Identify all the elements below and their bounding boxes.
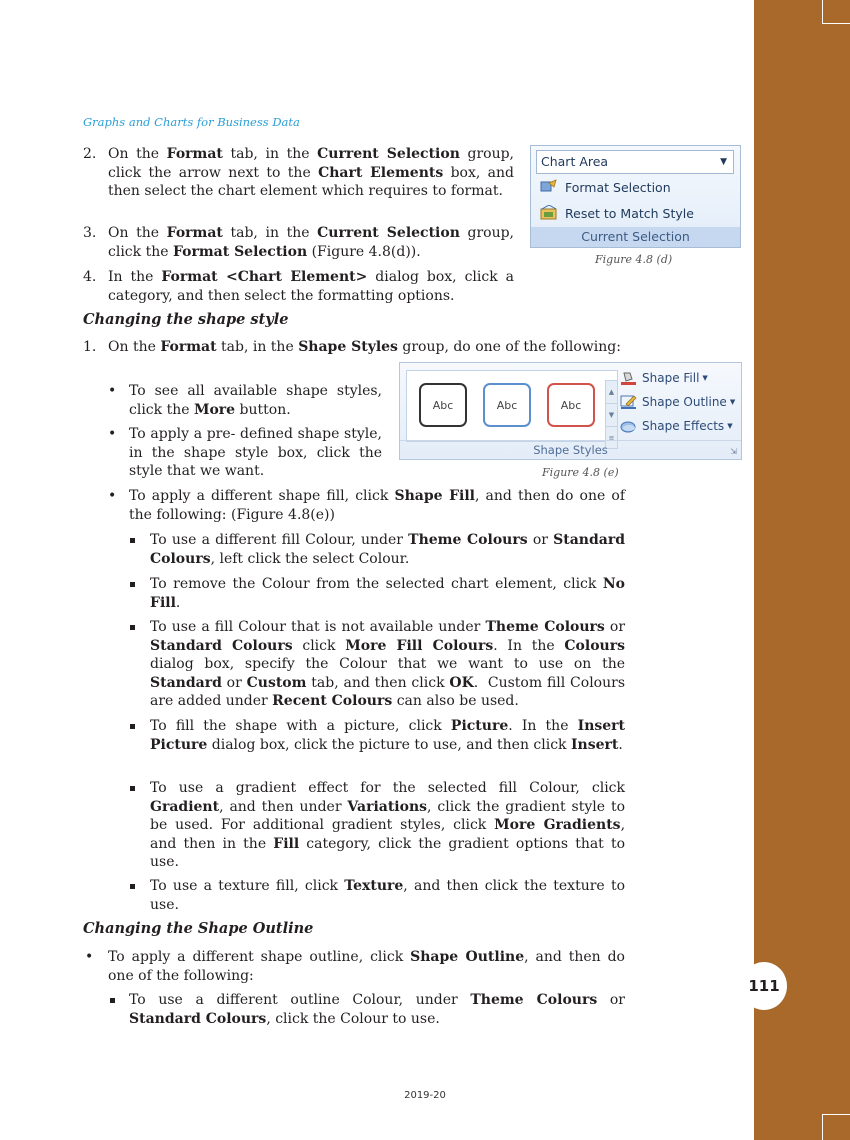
shape-outline-label: Shape Outline (642, 395, 727, 409)
current-selection-label: Current Selection (531, 227, 740, 247)
bullet-icon: • (85, 949, 94, 965)
current-selection-group-image (530, 145, 741, 248)
running-head: Graphs and Charts for Business Data (83, 115, 300, 129)
shape-effects-icon (620, 419, 637, 433)
sub-bullet-item: To use a different fill Colour, under Theme Colours or Standard Colours, left click the select Colour. (150, 532, 625, 567)
square-bullet-icon (110, 998, 115, 1003)
gallery-scrollbar (605, 380, 618, 449)
dropdown-arrow-icon: ▼ (729, 398, 736, 406)
bullet-icon: • (108, 426, 117, 442)
list-item: On the Format tab, in the Current Selection group, click the Format Selection (Figure 4.8(d)). (108, 225, 514, 260)
square-bullet-icon (130, 884, 135, 889)
shape-style-gallery (406, 370, 618, 442)
shape-fill-label: Shape Fill (642, 371, 700, 385)
shape-style-swatch: Abc (483, 383, 531, 427)
list-item: In the Format <Chart Element> dialog box, click a category, and then select the formatting options. (108, 269, 514, 304)
list-number: 4. (83, 269, 97, 285)
shape-styles-label: Shape Styles (400, 440, 741, 459)
sub-bullet-item: To use a gradient effect for the selected fill Colour, click Gradient, and then under Variations, click the gradient style to be used. For additional gradient styles, click More Gradients, and then in the Fill category, click the gradient options that to use. (150, 780, 626, 870)
list-item: On the Format tab, in the Shape Styles group, do one of the following: (108, 339, 621, 355)
bullet-item: To see all available shape styles, click the More button. (129, 383, 382, 418)
figure-caption-e: Figure 4.8 (e) (542, 466, 619, 479)
chart-elements-value: Chart Area (541, 154, 609, 169)
dropdown-arrow-icon: ▼ (727, 422, 733, 430)
list-item: On the Format tab, in the Current Selection group, click the arrow next to the Chart Elements box, and then select the chart element which requires to format. (108, 146, 514, 199)
page-number: 111 (741, 962, 787, 1010)
shape-style-swatch: Abc (419, 383, 467, 427)
sub-bullet-item: To remove the Colour from the selected chart element, click No Fill. (150, 576, 625, 611)
more-icon: ≡ (606, 426, 617, 449)
format-selection-item (539, 179, 671, 195)
list-number: 3. (83, 225, 97, 241)
footer-year: 2019-20 (404, 1090, 446, 1101)
section-heading: Changing the Shape Outline (83, 920, 314, 937)
figure-caption-d: Figure 4.8 (d) (595, 253, 673, 266)
reset-style-label: Reset to Match Style (565, 205, 694, 221)
bullet-item: To apply a different shape fill, click Shape Fill, and then do one of the following: (Figure 4.8(e)) (129, 488, 626, 523)
format-selection-label: Format Selection (565, 179, 671, 195)
shape-effects-command (620, 419, 733, 433)
sub-bullet-item: To use a fill Colour that is not available under Theme Colours or Standard Colours click More Fill Colours. In the Colours dialog box, specify the Colour that we want to use on the Standard or Custom tab, and then click OK. Custom fill Colours are added under Recent Colours can also be used. (150, 619, 626, 709)
crop-mark-bottom (822, 1114, 850, 1140)
format-selection-icon (539, 179, 559, 195)
list-number: 1. (83, 339, 97, 355)
sub-bullet-item: To use a different outline Colour, under Theme Colours or Standard Colours, click the Colour to use. (129, 992, 625, 1027)
crop-mark-top (822, 0, 850, 24)
dropdown-arrow-icon: ▼ (702, 374, 708, 382)
bullet-item: To apply a different shape outline, click Shape Outline, and then do one of the following: (108, 949, 625, 984)
shape-style-swatch: Abc (547, 383, 595, 427)
scroll-up-icon: ▲ (608, 388, 615, 396)
square-bullet-icon (130, 582, 135, 587)
reset-style-icon (539, 205, 559, 221)
shape-fill-command (620, 371, 708, 385)
bullet-item: To apply a pre- defined shape style, in the shape style box, click the style that we want. (129, 426, 382, 479)
shape-styles-group-image (399, 362, 742, 460)
dialog-launcher-icon: ⇲ (730, 447, 737, 456)
sub-bullet-item: To fill the shape with a picture, click Picture. In the Insert Picture dialog box, click the picture to use, and then click Insert. (150, 718, 626, 753)
chart-elements-box (536, 150, 734, 174)
square-bullet-icon (130, 538, 135, 543)
dropdown-arrow-icon: ▼ (720, 157, 727, 167)
bullet-icon: • (108, 488, 117, 504)
paint-bucket-icon (620, 371, 637, 385)
reset-to-match-style-item (539, 205, 694, 221)
square-bullet-icon (130, 625, 135, 630)
bullet-icon: • (108, 383, 117, 399)
square-bullet-icon (130, 786, 135, 791)
sub-bullet-item: To use a texture fill, click Texture, and then click the texture to use. (150, 878, 625, 913)
section-heading: Changing the shape style (83, 311, 289, 328)
list-number: 2. (83, 146, 97, 162)
square-bullet-icon (130, 724, 135, 729)
scroll-down-icon: ▼ (606, 403, 617, 426)
shape-effects-label: Shape Effects (642, 419, 725, 433)
shape-outline-command (620, 395, 735, 409)
pencil-icon (620, 395, 637, 409)
